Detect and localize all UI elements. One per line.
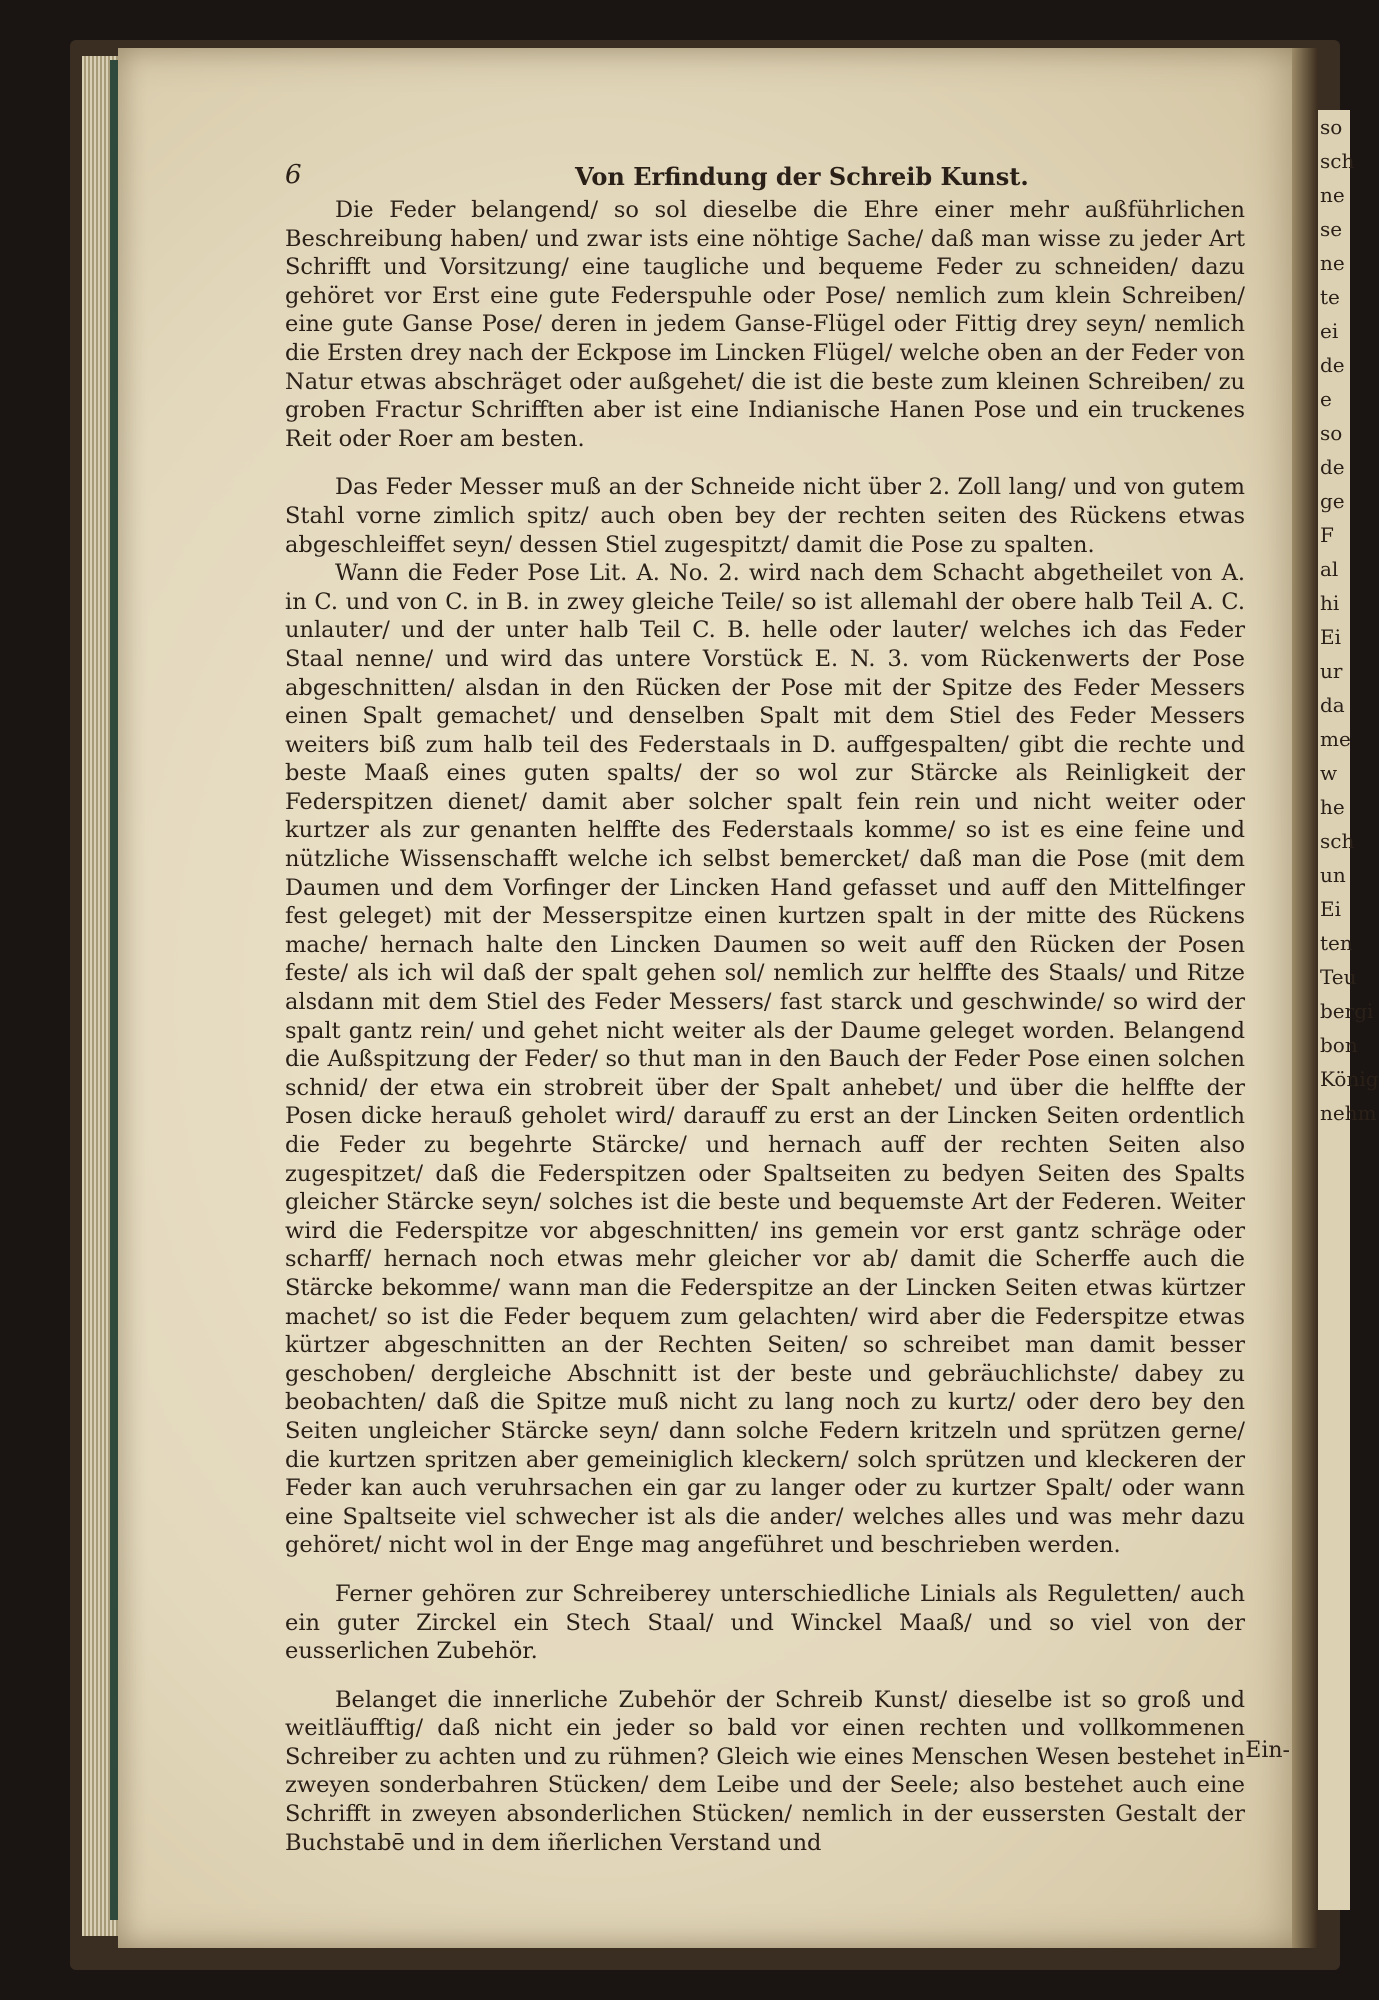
running-title: Von Erfindung der Schreib Kunst. <box>575 162 1029 191</box>
text-block <box>285 196 1245 1857</box>
next-page-fragment: sch <box>1320 149 1355 173</box>
next-page-fragment: te <box>1320 285 1340 309</box>
next-page-fragment: al <box>1320 557 1339 581</box>
next-page-fragment: so <box>1320 421 1343 445</box>
next-page-fragment: ur <box>1320 659 1343 683</box>
page-number: 6 <box>285 160 302 190</box>
next-page-fragment: ne <box>1320 183 1345 207</box>
book-gutter <box>1292 48 1318 1948</box>
paragraph-feder: Die Feder belangend/ so sol dieselbe die Ehre einer mehr außführlichen Beschreibung haben/ und zwar ists eine nöhtige Sache/ daß man wisse zu jeder Art Schrifft und Vorsitzung/ eine taugliche und bequeme Feder zu schneiden/ dazu gehöret vor Erst eine gute Federspuhle oder Pose/ nemlich zum klein Schreiben/ eine gute Ganse Pose/ deren in jedem Ganse-Flügel oder Fittig drey seyn/ nemlich die Ersten drey nach der Eckpose im Lincken Flügel/ welche oben an der Feder von Natur etwas abschräget oder außgehet/ die ist die beste zum kleinen Schreiben/ zu groben Fractur Schrifften aber ist eine Indianische Hanen Pose und ein truckenes Reit oder Roer am besten. <box>285 197 1245 452</box>
next-page-edge <box>1318 110 1379 1910</box>
paragraph-federmesser: Das Feder Messer muß an der Schneide nicht über 2. Zoll lang/ und von gutem Stahl vorne zimlich spitz/ auch oben bey der rechten seiten des Rückens etwas abgeschleiffet seyn/ dessen Stiel zugespitzt/ damit die Pose zu spalten. <box>285 474 1245 558</box>
paragraph-federpose: Wann die Feder Pose Lit. A. No. 2. wird nach dem Schacht abgetheilet von A. in C. und von C. in B. in zwey gleiche Teile/ so ist allemahl der obere halb Teil A. C. unlauter/ und der unter halb Teil C. B. helle oder lauter/ welches ich das Feder Staal nenne/ und wird das untere Vorstück E. N. 3. vom Rückenwerts der Pose abgeschnitten/ alsdan in den Rücken der Pose mit der Spitze des Feder Messers einen Spalt gemachet/ und denselben Spalt mit dem Stiel des Feder Messers weiters biß zum halb teil des Federstaals in D. auffgespalten/ gibt die rechte und beste Maaß eines guten spalts/ der so wol zur Stärcke als Reinligkeit der Federspitzen dienet/ damit aber solcher spalt fein rein und nicht weiter oder kurtzer als zur genanten helffte des Federstaals komme/ so ist es eine feine und nützliche Wissenschafft welche ich selbst bemercket/ daß man die Pose (mit dem Daumen und dem Vorfinger der Lincken Hand gefasset und auff den Mittelfinger fest geleget) mit der Messerspitze einen kurtzen spalt in der mitte des Rückens mache/ hernach halte den Lincken Daumen so weit auff den Rücken der Posen feste/ als ich wil daß der spalt gehen sol/ nemlich zur helffte des Staals/ und Ritze alsdann mit dem Stiel des Feder Messers/ fast starck und geschwinde/ so wird der spalt gantz rein/ und gehet nicht weiter als der Daume geleget worden. Belangend die Außspitzung der Feder/ so thut man in den Bauch der Feder Pose einen solchen schnid/ der etwa ein strobreit über der Spalt anhebet/ und über die helffte der Posen dicke herauß geholet wird/ darauff zu erst an der Lincken Seiten ordentlich die Feder zu begehrte Stärcke/ und hernach auff der rechten Seiten also zugespitzet/ daß die Federspitzen oder Spaltseiten zu bedyen Seiten des Spalts gleicher Stärcke seyn/ solches ist die beste und bequemste Art der Federen. Weiter wird die Federspitze vor abgeschnitten/ ins gemein vor erst gantz schräge oder scharff/ hernach noch etwas mehr gleicher vor ab/ damit die Scherffe auch die Stärcke bekomme/ wann man die Federspitze an der Lincken Seiten etwas kürtzer machet/ so ist die Feder bequem zum gelachten/ wird aber die Federspitze etwas kürtzer abgeschnitten an der Rechten Seiten/ so schreibet man damit besser geschoben/ dergleiche Abschnitt ist der beste und gebräuchlichste/ dabey zu beobachten/ daß die Spitze muß nicht zu lang noch zu kurtz/ oder dero bey den Seiten ungleicher Stärcke seyn/ dann solche Federn kritzeln und sprützen gerne/ die kurtzen spritzen aber gemeiniglich kleckern/ solch sprützen und kleckeren der Feder kan auch veruhrsachen ein gar zu langer oder zu kurtzer Spalt/ oder wann eine Spaltseite viel schwecher ist als die ander/ welches alles und was mehr dazu gehöret/ nicht wol in der Enge mag angeführet und beschrieben werden. <box>285 560 1245 1559</box>
next-page-fragment: ten <box>1320 931 1353 955</box>
next-page-fragment: bon <box>1320 1033 1358 1057</box>
next-page-fragment: Ei <box>1320 897 1341 921</box>
next-page-fragment: e <box>1320 387 1332 411</box>
next-page-fragment: bergi <box>1320 999 1374 1023</box>
next-page-fragment: so <box>1320 115 1343 139</box>
next-page-fragment: König <box>1320 1067 1379 1091</box>
next-page-fragment: ne <box>1320 251 1345 275</box>
next-page-fragment: hi <box>1320 591 1340 615</box>
next-page-fragment: ei <box>1320 319 1339 343</box>
paragraph-innerliche-zubehoer: Belanget die innerliche Zubehör der Schreib Kunst/ dieselbe ist so groß und weitläufftig/ daß nicht ein jeder so bald vor einen rechten und vollkommenen Schreiber zu achten und zu rühmen? Gleich wie eines Menschen Wesen bestehet in zweyen sonderbahren Stücken/ dem Leibe und der Seele; also bestehet auch eine Schrifft in zweyen absonderlichen Stücken/ nemlich in der eussersten Gestalt der Buchstabē und in dem iñerlichen Verstand und <box>285 1686 1245 1856</box>
next-page-fragment: da <box>1320 693 1345 717</box>
next-page-fragment: Ei <box>1320 625 1341 649</box>
next-page-fragment: de <box>1320 455 1345 479</box>
next-page-fragment: de <box>1320 353 1345 377</box>
next-page-fragment: nehm <box>1320 1101 1377 1125</box>
next-page-fragment: se <box>1320 217 1343 241</box>
paragraph-schreiberey: Ferner gehören zur Schreiberey unterschiedliche Linials als Reguletten/ auch ein guter Zirckel ein Stech Staal/ und Winckel Maaß/ und so viel von der eusserlichen Zubehör. <box>285 1580 1245 1665</box>
next-page-fragment: sch <box>1320 829 1355 853</box>
next-page-fragment: Teu <box>1320 965 1357 989</box>
page-header <box>285 160 1245 196</box>
catchword: Ein- <box>1245 1738 1290 1763</box>
next-page-fragment: he <box>1320 795 1345 819</box>
next-page-fragment: ge <box>1320 489 1345 513</box>
next-page-fragment: un <box>1320 863 1346 887</box>
next-page-fragment: w <box>1320 761 1338 785</box>
next-page-fragment: me <box>1320 727 1351 751</box>
next-page-fragment: F <box>1320 523 1334 547</box>
